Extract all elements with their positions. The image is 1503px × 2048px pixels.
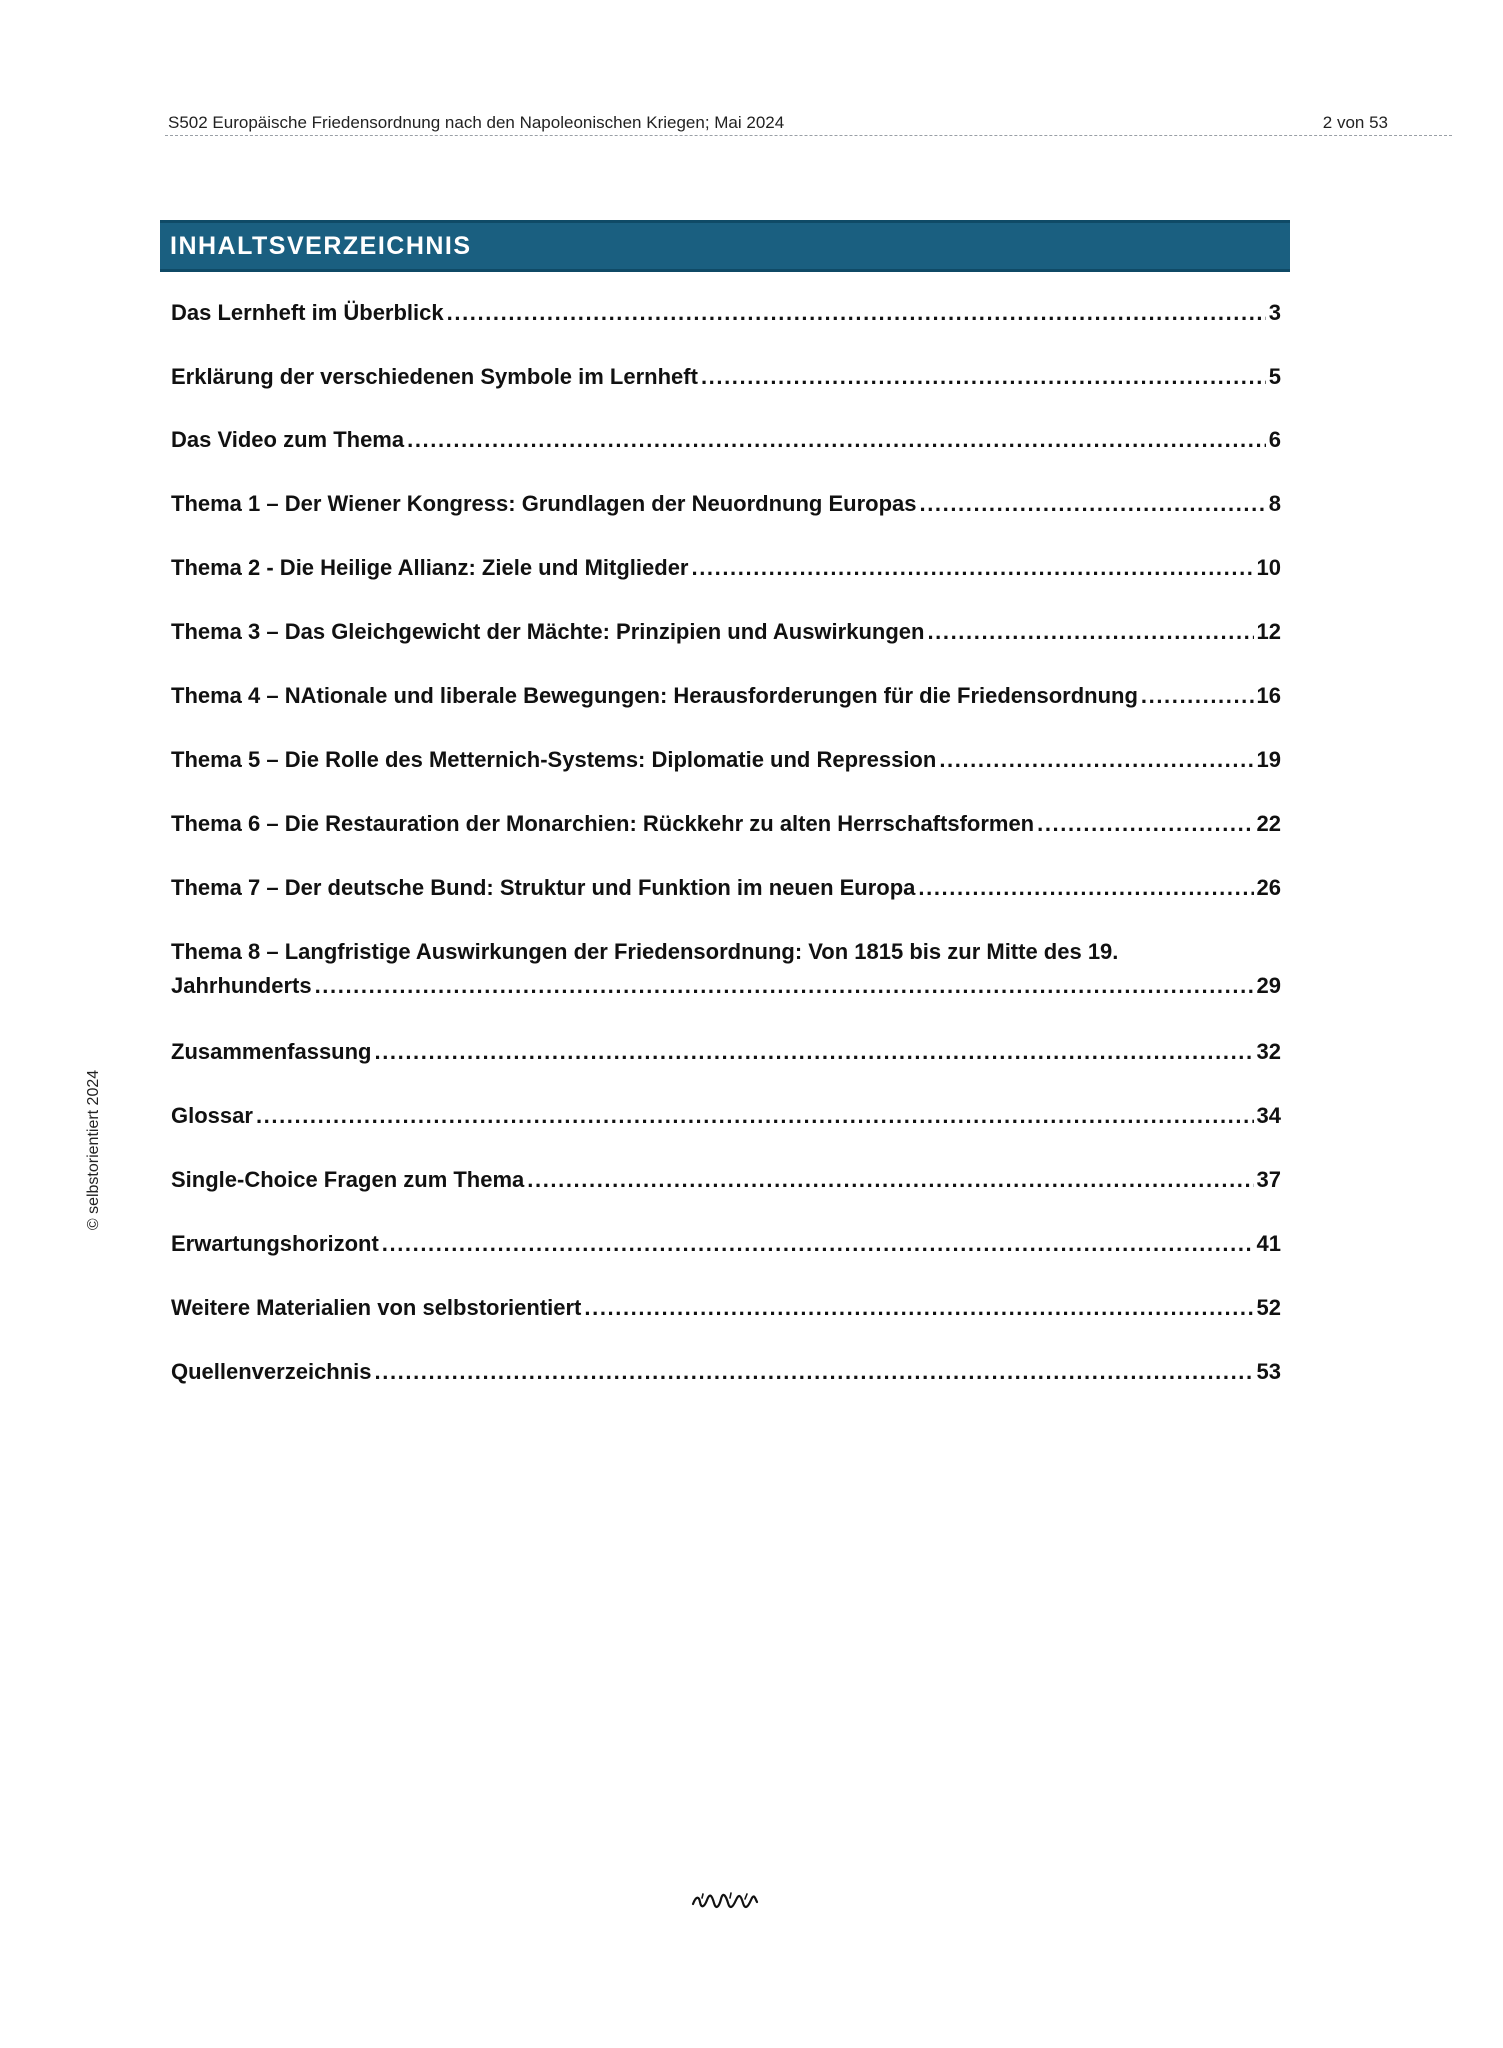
toc-entry-title: Thema 8 – Langfristige Auswirkungen der Friedensordnung: Von 1815 bis zur Mitte des 19. — [171, 939, 1119, 964]
toc-entry[interactable] — [171, 1037, 1281, 1067]
toc-entry-title: Thema 4 – NAtionale und liberale Bewegungen: Herausforderungen für die Friedensordnung — [171, 683, 1138, 708]
toc-leader-dots — [927, 617, 1253, 647]
toc-entry[interactable] — [171, 1357, 1281, 1387]
toc-entry[interactable] — [171, 617, 1281, 647]
toc-entry-title: Erwartungshorizont — [171, 1231, 379, 1256]
toc-leader-dots — [375, 1037, 1254, 1067]
toc-entry-page: 3 — [1268, 300, 1281, 325]
toc-entry-title: Thema 2 - Die Heilige Allianz: Ziele und Mitglieder — [171, 555, 689, 580]
toc-entry-title: Erklärung der verschiedenen Symbole im Lernheft — [171, 364, 698, 389]
toc-leader-dots — [375, 1357, 1254, 1387]
toc-entry[interactable] — [171, 745, 1281, 775]
toc-leader-dots — [447, 298, 1266, 328]
toc-leader-dots — [1141, 681, 1254, 711]
toc-entry[interactable] — [171, 1293, 1281, 1323]
toc-entry-title: Quellenverzeichnis — [171, 1359, 372, 1384]
selbstorientiert-logo-icon — [690, 1890, 760, 1912]
toc-entry-title: Weitere Materialien von selbstorientiert — [171, 1295, 582, 1320]
toc-entry-title: Thema 1 – Der Wiener Kongress: Grundlagen der Neuordnung Europas — [171, 491, 917, 516]
toc-leader-dots — [939, 745, 1253, 775]
toc-entry-page: 19 — [1256, 747, 1281, 772]
toc-entry[interactable] — [171, 937, 1281, 1003]
toc-entry[interactable] — [171, 425, 1281, 455]
toc-entry[interactable] — [171, 362, 1281, 392]
toc-leader-dots — [701, 362, 1266, 392]
toc-entry-page: 5 — [1268, 364, 1281, 389]
toc-heading: INHALTSVERZEICHNIS — [170, 232, 472, 260]
toc-entry-title: Glossar — [171, 1103, 253, 1128]
toc-entry[interactable] — [171, 681, 1281, 711]
toc-leader-dots — [315, 971, 1254, 1001]
toc-entry[interactable] — [171, 298, 1281, 328]
toc-entry-page: 26 — [1256, 875, 1281, 900]
toc-entry-title: Single-Choice Fragen zum Thema — [171, 1167, 525, 1192]
toc-leader-dots — [920, 489, 1266, 519]
toc-entry[interactable] — [171, 489, 1281, 519]
toc-entry-page: 12 — [1256, 619, 1281, 644]
toc-entry-page: 52 — [1256, 1295, 1281, 1320]
toc-entry[interactable] — [171, 1165, 1281, 1195]
toc-entry-page: 10 — [1256, 555, 1281, 580]
toc-entry-title: Thema 5 – Die Rolle des Metternich-Systems: Diplomatie und Repression — [171, 747, 937, 772]
toc-entry-page: 41 — [1256, 1231, 1281, 1256]
toc-leader-dots — [918, 873, 1253, 903]
toc-heading-banner — [160, 220, 1290, 272]
toc-entry[interactable] — [171, 873, 1281, 903]
toc-entry-page: 8 — [1268, 491, 1281, 516]
toc-entry[interactable] — [171, 553, 1281, 583]
toc-entry-page: 29 — [1256, 973, 1281, 998]
toc-entry[interactable] — [171, 1229, 1281, 1259]
document-title: S502 Europäische Friedensordnung nach den Napoleonischen Kriegen; Mai 2024 — [168, 113, 785, 132]
toc-entry-title: Das Video zum Thema — [171, 427, 405, 452]
toc-leader-dots — [407, 425, 1266, 455]
toc-entry-page: 32 — [1256, 1039, 1281, 1064]
toc-leader-dots — [692, 553, 1254, 583]
toc-entry-title: Das Lernheft im Überblick — [171, 300, 444, 325]
copyright-text: © selbstorientiert 2024 — [85, 1069, 102, 1231]
header-divider — [165, 135, 1452, 136]
toc-leader-dots — [527, 1165, 1253, 1195]
toc-entry[interactable] — [171, 809, 1281, 839]
toc-entry[interactable] — [171, 1101, 1281, 1131]
toc-entry-page: 6 — [1268, 427, 1281, 452]
toc-entry-page: 34 — [1256, 1103, 1281, 1128]
page-header — [168, 110, 1388, 134]
toc-entry-page: 16 — [1256, 683, 1281, 708]
toc-entry-page: 53 — [1256, 1359, 1281, 1384]
toc-entry-title: Thema 7 – Der deutsche Bund: Struktur und Funktion im neuen Europa — [171, 875, 916, 900]
toc-leader-dots — [382, 1229, 1254, 1259]
toc-leader-dots — [256, 1101, 1254, 1131]
toc-entry-page: 22 — [1256, 811, 1281, 836]
toc-entry-title-continued: Jahrhunderts — [171, 973, 312, 998]
toc-leader-dots — [584, 1293, 1253, 1323]
toc-entry-title: Thema 3 – Das Gleichgewicht der Mächte: Prinzipien und Auswirkungen — [171, 619, 925, 644]
toc-leader-dots — [1037, 809, 1253, 839]
toc-entry-line2 — [171, 971, 1281, 1001]
toc-entry-title: Zusammenfassung — [171, 1039, 372, 1064]
toc-entry-title: Thema 6 – Die Restauration der Monarchien: Rückkehr zu alten Herrschaftsformen — [171, 811, 1035, 836]
page-indicator: 2 von 53 — [1322, 113, 1388, 132]
toc-entry-page: 37 — [1256, 1167, 1281, 1192]
